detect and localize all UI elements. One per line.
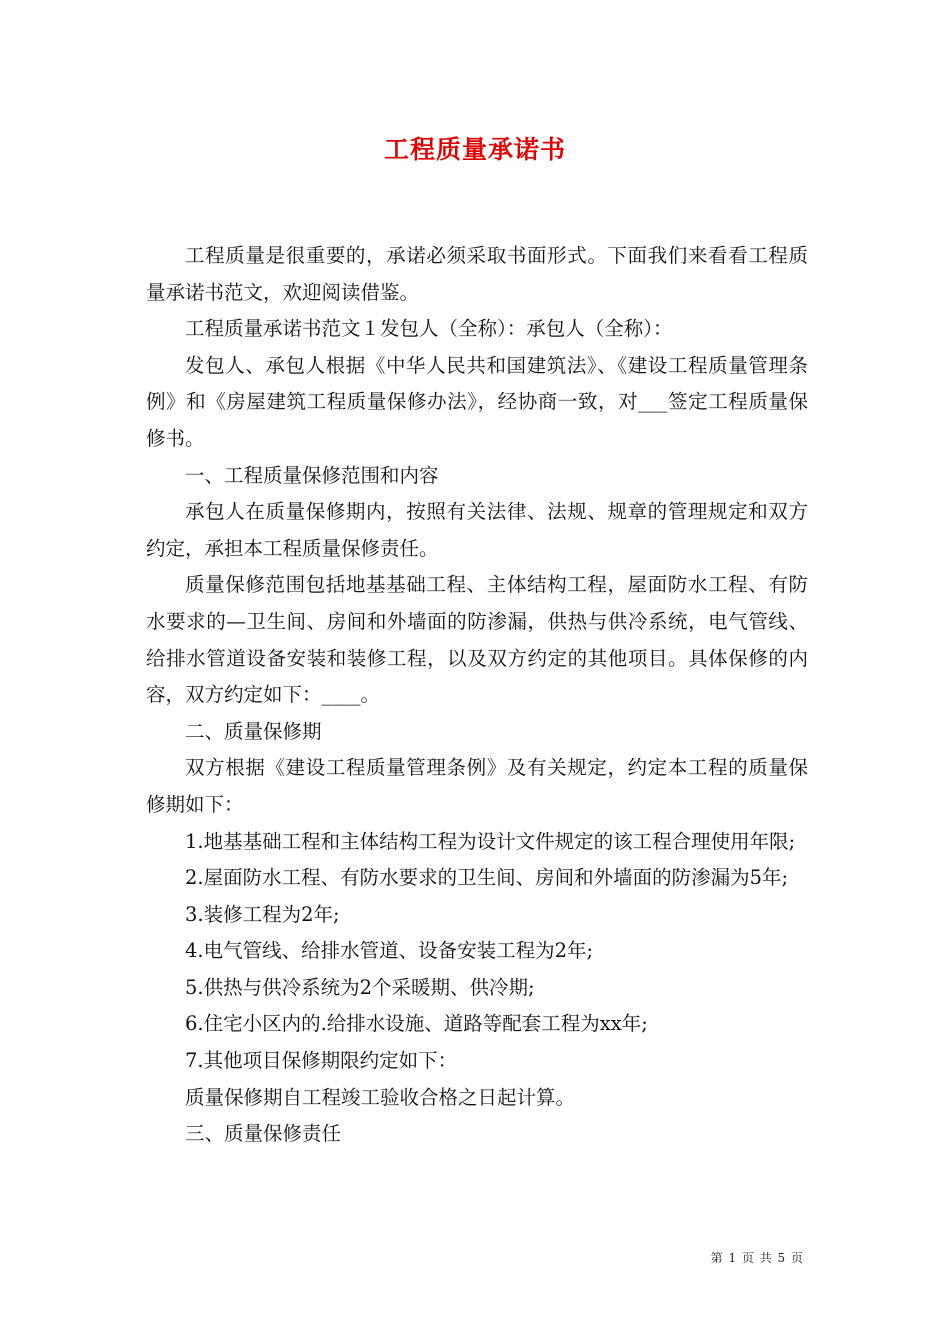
list-item-4: 4.电气管线、给排水管道、设备安装工程为2年; [185,939,594,963]
list-item-3: 3.装修工程为2年; [185,902,340,926]
page-number: 第 1 页 共 5 页 [710,1251,804,1265]
document-title: 工程质量承诺书 [383,135,566,164]
list-item-5: 5.供热与供冷系统为2个采暖期、供冷期; [185,975,535,999]
paragraph-parties: 工程质量承诺书范文１发包人（全称）：承包人（全称）： [185,317,673,341]
section-heading-scope: 一、工程质量保修范围和内容 [185,463,439,487]
list-item-6: 6.住宅小区内的.给排水设施、道路等配套工程为xx年; [185,1012,648,1036]
list-item-2: 2.屋面防水工程、有防水要求的卫生间、房间和外墙面的防渗漏为5年; [185,866,789,890]
paragraph-period-start: 质量保修期自工程竣工验收合格之日起计算。 [185,1085,576,1109]
section-heading-period: 二、质量保修期 [185,719,322,743]
list-item-1: 1.地基基础工程和主体结构工程为设计文件规定的该工程合理使用年限; [185,829,796,853]
paragraph-scope: 质量保修范围包括地基基础工程、主体结构工程，屋面防水工程、有防水要求的—卫生间、房间和外墙面的防渗漏，供热与供冷系统，电气管线、给排水管道设备安装和装修工程，以及双方约定的其他项目。具体保修的内容，双方约定如下：____。 [146,573,808,707]
list-item-7: 7.其他项目保修期限约定如下： [185,1049,458,1073]
paragraph-intro: 工程质量是很重要的，承诺必须采取书面形式。下面我们来看看工程质量承诺书范文，欢迎阅读借鉴。 [146,244,808,304]
paragraph-period-intro: 双方根据《建设工程质量管理条例》及有关规定，约定本工程的质量保修期如下： [146,756,808,816]
document-body [146,238,808,1153]
section-heading-liability: 三、质量保修责任 [185,1122,342,1146]
paragraph-responsibility: 承包人在质量保修期内，按照有关法律、法规、规章的管理规定和双方约定，承担本工程质量保修责任。 [146,500,808,560]
paragraph-basis: 发包人、承包人根据《中华人民共和国建筑法》、《建设工程质量管理条例》和《房屋建筑工程质量保修办法》，经协商一致，对___签定工程质量保修书。 [146,353,808,450]
